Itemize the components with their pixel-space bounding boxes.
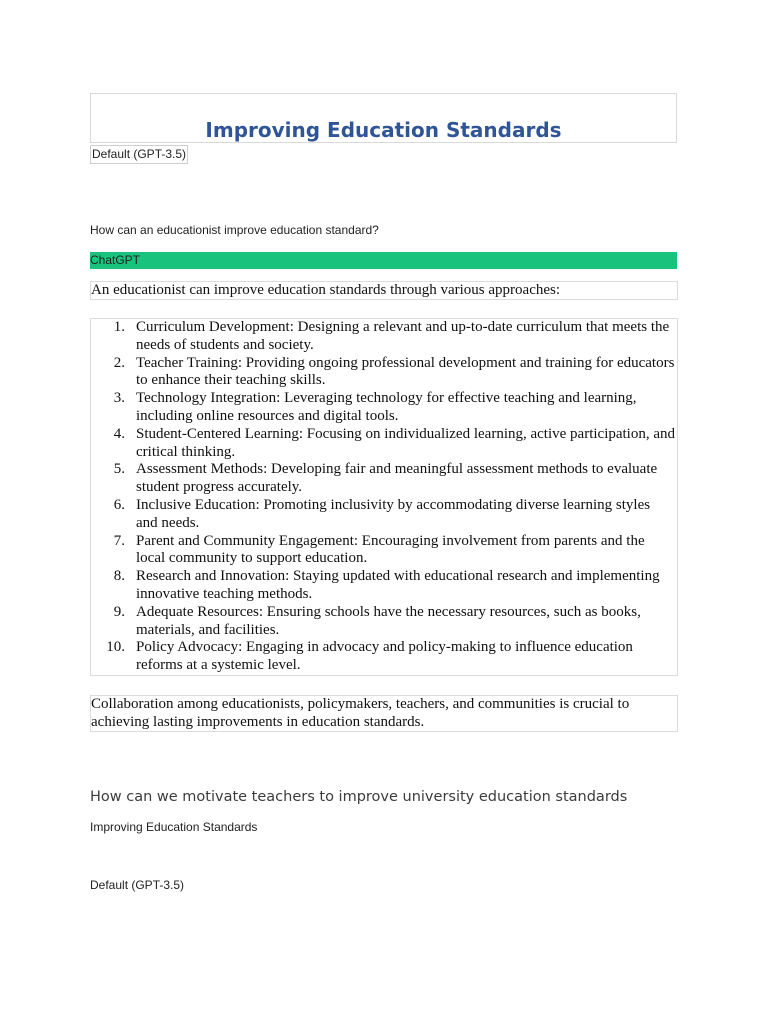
responder-bar: ChatGPT xyxy=(90,252,677,269)
list-item-text: Policy Advocacy: Engaging in advocacy and policy-making to influence education reforms at a systemic level. xyxy=(136,639,633,674)
list-item-number: 3. xyxy=(113,390,125,407)
list-item-number: 9. xyxy=(113,603,125,620)
list-item xyxy=(91,639,677,675)
approaches-list xyxy=(91,319,677,675)
list-item xyxy=(91,568,677,604)
list-item-text: Assessment Methods: Developing fair and meaningful assessment methods to evaluate student progress accurately. xyxy=(136,461,658,496)
page-title: Improving Education Standards xyxy=(205,118,562,142)
list-item-number: 5. xyxy=(113,461,125,478)
list-item xyxy=(91,390,677,426)
model-label: Default (GPT-3.5) xyxy=(90,145,188,164)
list-item xyxy=(91,426,677,462)
list-item-number: 1. xyxy=(113,319,125,335)
list-item-text: Research and Innovation: Staying updated with educational research and implementing innovative teaching methods. xyxy=(136,568,660,602)
list-item-number: 10. xyxy=(106,639,125,656)
list-item xyxy=(91,533,677,569)
list-item-number: 7. xyxy=(113,532,125,549)
list-item-text: Student-Centered Learning: Focusing on individualized learning, active participation, and critical thinking. xyxy=(136,425,676,460)
list-item-number: 6. xyxy=(113,496,125,513)
list-item xyxy=(91,319,677,355)
list-item xyxy=(91,604,677,640)
list-item-text: Technology Integration: Leveraging technology for effective teaching and learning, including online resources and digital tools. xyxy=(136,390,637,424)
list-item-text: Curriculum Development: Designing a relevant and up-to-date curriculum that meets the needs of students and society. xyxy=(136,319,670,353)
title-box xyxy=(90,93,677,143)
list-item-text: Parent and Community Engagement: Encouraging involvement from parents and the local community to support education. xyxy=(136,532,645,567)
next-question-heading: How can we motivate teachers to improve university education standards xyxy=(90,789,628,805)
next-model-label: Default (GPT-3.5) xyxy=(90,878,185,892)
list-item-text: Teacher Training: Providing ongoing professional development and training for educators to enhance their teaching skills. xyxy=(136,354,675,389)
list-item-text: Adequate Resources: Ensuring schools have the necessary resources, such as books, materials, and facilities. xyxy=(136,603,641,638)
response-closing: Collaboration among educationists, policymakers, teachers, and communities is crucial to achieving lasting improvements in education standards. xyxy=(90,695,678,732)
list-item-number: 8. xyxy=(113,568,125,585)
response-intro: An educationist can improve education standards through various approaches: xyxy=(90,281,678,300)
next-title: Improving Education Standards xyxy=(90,820,258,834)
list-item-number: 4. xyxy=(113,425,125,442)
approaches-list-box xyxy=(90,318,678,676)
list-item-text: Inclusive Education: Promoting inclusivity by accommodating diverse learning styles and needs. xyxy=(136,496,651,531)
user-question: How can an educationist improve education standard? xyxy=(90,223,379,237)
list-item xyxy=(91,461,677,497)
list-item xyxy=(91,355,677,391)
list-item-number: 2. xyxy=(113,354,125,371)
list-item xyxy=(91,497,677,533)
